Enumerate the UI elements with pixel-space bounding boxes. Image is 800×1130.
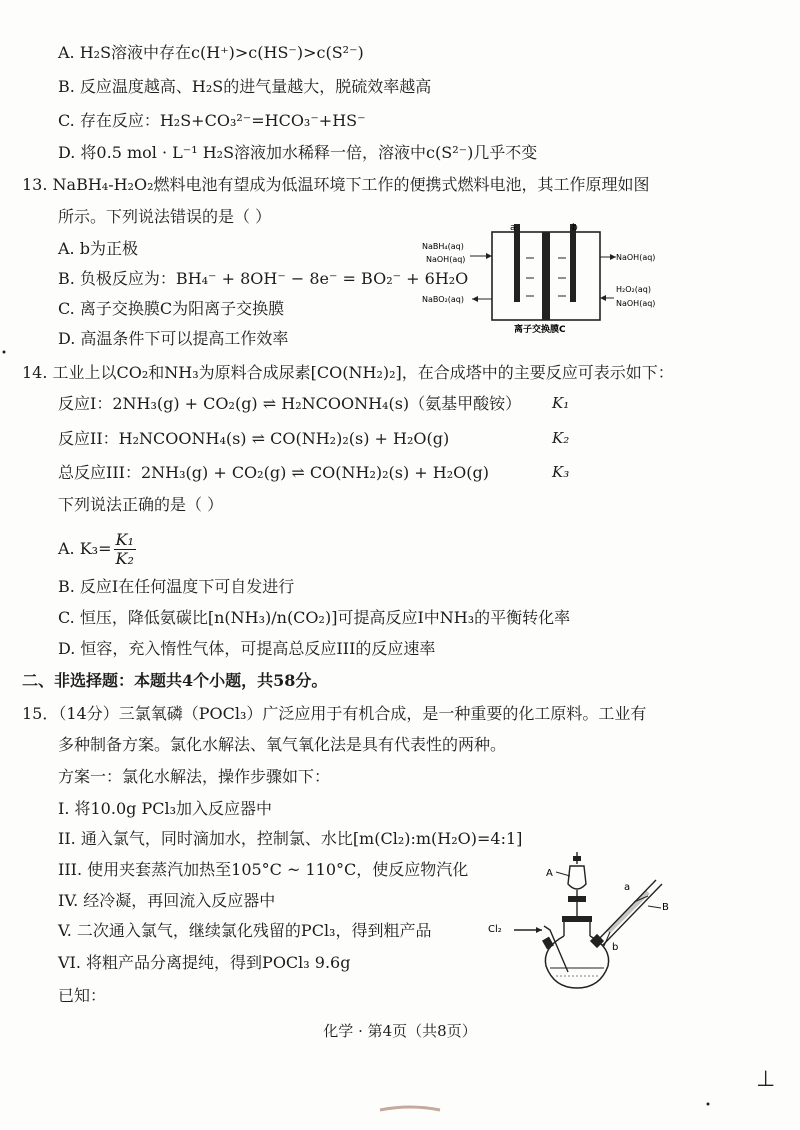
- page-footer: 化学 · 第4页（共8页）: [323, 1022, 477, 1040]
- out-right: NaOH(aq): [616, 253, 656, 262]
- label-a-port: a: [624, 882, 631, 893]
- q14-reaction-1: 反应I：2NH₃(g) + CO₂(g) ⇌ H₂NCOONH₄(s)（氨基甲酸铵）: [58, 394, 522, 413]
- q14-reaction-3: 总反应III：2NH₃(g) + CO₂(g) ⇌ CO(NH₂)₂(s) + H₂O(g): [58, 463, 490, 482]
- in-left-1: NaBH₄(aq): [422, 242, 464, 251]
- membrane-label: 离子交换膜C: [514, 325, 566, 335]
- q13-option-a: A. b为正极: [58, 239, 138, 258]
- label-B: B: [662, 902, 669, 913]
- q15-step-1: I. 将10.0g PCl₃加入反应器中: [58, 799, 272, 818]
- in-left-2: NaOH(aq): [426, 255, 466, 264]
- label-b: b: [572, 223, 578, 233]
- q15-step-5: V. 二次通入氯气，继续氯化残留的PCl₃，得到粗产品: [58, 921, 432, 940]
- q15-step-3: III. 使用夹套蒸汽加热至105°C ~ 110°C，使反应物汽化: [58, 860, 469, 879]
- q14-option-d: D. 恒容，充入惰性气体，可提高总反应III的反应速率: [58, 639, 436, 658]
- fraction-denominator: K₂: [115, 549, 134, 568]
- q14-k1: K₁: [552, 394, 570, 412]
- q12-option-c: C. 存在反应：H₂S+CO₃²⁻=HCO₃⁻+HS⁻: [58, 111, 366, 130]
- q14-option-a-prefix: A. K₃=: [58, 539, 112, 558]
- q13-stem-cont: 所示。下列说法错误的是（ ）: [58, 207, 272, 226]
- section-heading: 二、非选择题：本题共4个小题，共58分。: [22, 671, 328, 690]
- q15-known: 已知：: [58, 986, 107, 1005]
- q15-stem-cont: 多种制备方案。氯化水解法、氧气氧化法是具有代表性的两种。: [58, 735, 507, 754]
- q14-k2: K₂: [552, 429, 570, 447]
- q12-option-d: D. 将0.5 mol · L⁻¹ H₂S溶液加水稀释一倍，溶液中c(S²⁻)几乎不变: [58, 143, 538, 162]
- q15-plan: 方案一：氯化水解法，操作步骤如下：: [58, 767, 331, 786]
- q14-prompt: 下列说法正确的是（ ）: [58, 495, 224, 514]
- q14-stem: 14. 工业上以CO₂和NH₃为原料合成尿素[CO(NH₂)₂]，在合成塔中的主要反应可表示如下：: [22, 363, 674, 382]
- out-left: NaBO₂(aq): [422, 295, 464, 304]
- q15-stem: 15．（14分）三氯氧磷（POCl₃）广泛应用于有机合成，是一种重要的化工原料。工业有: [22, 704, 647, 723]
- label-b-port: b: [612, 942, 619, 953]
- fraction-numerator: K₁: [115, 530, 134, 549]
- q13-option-b: B. 负极反应为：BH₄⁻ + 8OH⁻ − 8e⁻ = BO₂⁻ + 6H₂O: [58, 269, 469, 288]
- q14-option-b: B. 反应I在任何温度下可自发进行: [58, 577, 295, 596]
- in-right-2: NaOH(aq): [616, 299, 656, 308]
- q13-option-c: C. 离子交换膜C为阳离子交换膜: [58, 299, 285, 318]
- q15-step-6: VI. 将粗产品分离提纯，得到POCl₃ 9.6g: [58, 953, 351, 972]
- q13-option-d: D. 高温条件下可以提高工作效率: [58, 329, 289, 348]
- q14-reaction-2: 反应II：H₂NCOONH₄(s) ⇌ CO(NH₂)₂(s) + H₂O(g): [58, 429, 450, 448]
- q12-option-b: B. 反应温度越高、H₂S的进气量越大，脱硫效率越高: [58, 77, 432, 96]
- q14-k3: K₃: [552, 463, 570, 481]
- label-cl2: Cl₂: [488, 924, 502, 935]
- label-A: A: [546, 868, 553, 879]
- q13-stem: 13. NaBH₄-H₂O₂燃料电池有望成为低温环境下工作的便携式燃料电池，其工作原理如图: [22, 175, 650, 194]
- q14-option-c: C. 恒压，降低氨碳比[n(NH₃)/n(CO₂)]可提高反应I中NH₃的平衡转化率: [58, 608, 571, 627]
- q12-option-a: A. H₂S溶液中存在c(H⁺)>c(HS⁻)>c(S²⁻): [58, 43, 364, 62]
- q15-step-4: IV. 经冷凝，再回流入反应器中: [58, 891, 276, 910]
- svg-text:⊥: ⊥: [756, 1067, 776, 1092]
- in-right-1: H₂O₂(aq): [616, 285, 651, 294]
- q15-step-2: II. 通入氯气，同时滴加水，控制氯、水比[m(Cl₂):m(H₂O)=4:1]: [58, 829, 523, 848]
- label-a: a: [510, 223, 516, 233]
